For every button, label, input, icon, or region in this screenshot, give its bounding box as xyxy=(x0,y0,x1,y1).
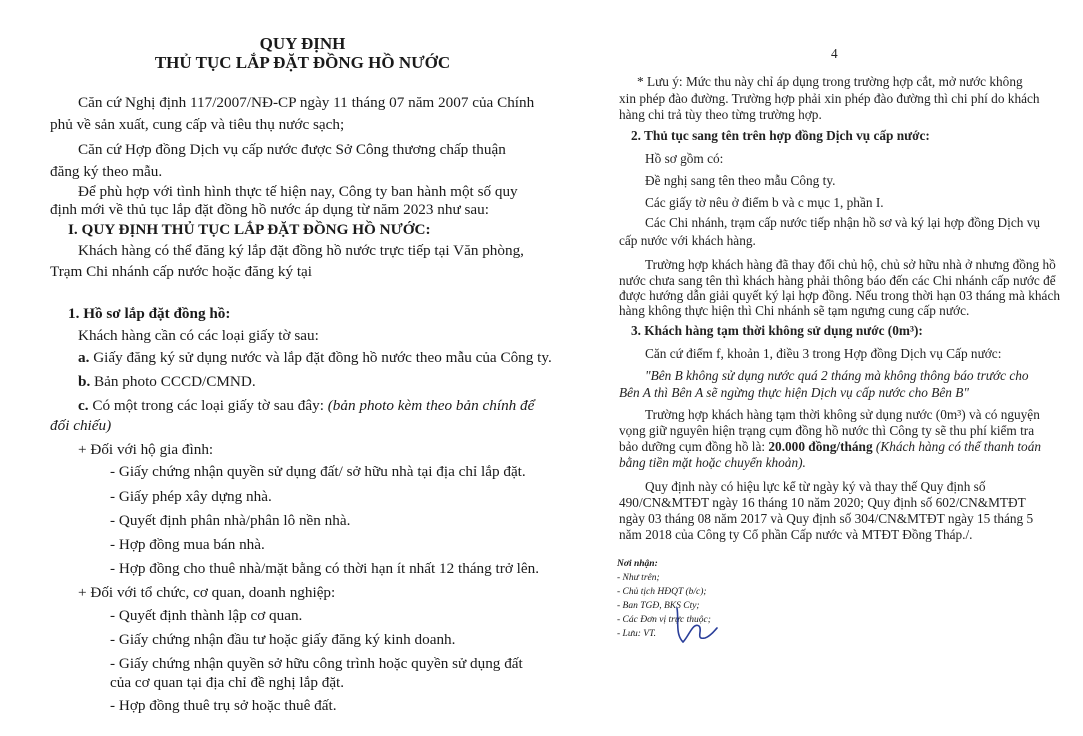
section-2-line: Các giấy tờ nêu ở điểm b và c mục 1, phần I. xyxy=(645,195,884,210)
item-c xyxy=(78,396,534,416)
item-b xyxy=(78,372,256,392)
section-1-text-1: Khách hàng có thể đăng ký lắp đặt đồng hồ nước trực tiếp tại Văn phòng, xyxy=(78,242,524,259)
item-c-note: (bản photo kèm theo bản chính để xyxy=(327,397,535,414)
effective-line: 490/CN&MTĐT ngày 16 tháng 10 năm 2020; Quy định số 602/CN&MTĐT xyxy=(619,495,1026,510)
organization-item: - Quyết định thành lập cơ quan. xyxy=(110,607,303,624)
fee-amount: 20.000 đồng/tháng xyxy=(768,439,873,454)
fee-label: bảo dưỡng cụm đồng hồ là: xyxy=(619,439,769,454)
item-b-prefix: b. xyxy=(78,373,91,390)
document-subtitle: THỦ TỤC LẮP ĐẶT ĐỒNG HỒ NƯỚC xyxy=(154,53,451,72)
organization-heading: + Đối với tổ chức, cơ quan, doanh nghiệp: xyxy=(78,584,336,601)
section-2-line: Đề nghị sang tên theo mẫu Công ty. xyxy=(645,173,836,188)
section-2-line: Các Chi nhánh, trạm cấp nước tiếp nhận hồ sơ và ký lại hợp đồng Dịch vụ xyxy=(645,215,1040,230)
household-heading: + Đối với hộ gia đình: xyxy=(78,441,214,458)
section-2-heading: 2. Thủ tục sang tên trên hợp đồng Dịch vụ cấp nước: xyxy=(631,128,930,143)
note-line-2: xin phép đào đường. Trường hợp phải xin phép đào đường thì chi phí do khách xyxy=(619,91,1040,106)
household-item: - Hợp đồng mua bán nhà. xyxy=(110,536,265,553)
note-line-3: hàng chi trả tùy theo từng trường hợp. xyxy=(619,107,822,122)
section-2-line: Hồ sơ gồm có: xyxy=(645,151,724,166)
household-item: - Giấy chứng nhận quyền sử dụng đất/ sở hữu nhà tại địa chỉ lắp đặt. xyxy=(110,463,526,480)
right-page xyxy=(605,0,1083,736)
basis-1-line-2: phủ về sản xuất, cung cấp và tiêu thụ nước sạch; xyxy=(50,116,345,133)
section-2-para-line: được hướng dẫn giải quyết ký lại hợp đồng. Nếu trong thời hạn 03 tháng mà khách xyxy=(619,288,1060,303)
section-3-quote: Bên A thì Bên A sẽ ngừng thực hiện Dịch vụ cấp nước cho Bên B" xyxy=(619,385,969,400)
section-3-heading: 3. Khách hàng tạm thời không sử dụng nước (0m³): xyxy=(631,323,923,338)
section-3-para-line: bằng tiền mặt hoặc chuyển khoản). xyxy=(619,455,806,470)
signature-mark xyxy=(665,600,725,650)
basis-2-line-1: Căn cứ Hợp đồng Dịch vụ cấp nước được Sở Công thương chấp thuận xyxy=(78,141,506,158)
intro-line-1: Để phù hợp với tình hình thực tế hiện nay, Công ty ban hành một số quy xyxy=(78,183,518,200)
recipient-item: - Ban TGĐ, BKS Cty; xyxy=(617,601,700,611)
item-c-prefix: c. xyxy=(78,397,89,414)
effective-line: năm 2018 của Công ty Cổ phần Cấp nước và MTĐT Đồng Tháp./. xyxy=(619,527,973,542)
item-a-prefix: a. xyxy=(78,349,90,366)
basis-1-line-1: Căn cứ Nghị định 117/2007/NĐ-CP ngày 11 tháng 07 năm 2007 của Chính xyxy=(78,94,535,111)
item-c-note-cont: đối chiếu) xyxy=(50,417,112,434)
section-3-para-line xyxy=(619,438,1041,455)
basis-2-line-2: đăng ký theo mẫu. xyxy=(50,163,163,180)
household-item: - Hợp đồng cho thuê nhà/mặt bằng có thời hạn ít nhất 12 tháng trở lên. xyxy=(110,560,540,577)
recipient-item: - Chủ tịch HĐQT (b/c); xyxy=(617,587,707,597)
document-title: QUY ĐỊNH xyxy=(259,34,346,53)
recipient-item: - Như trên; xyxy=(617,573,660,583)
fee-note: (Khách hàng có thể thanh toán xyxy=(872,439,1041,454)
effective-line: Quy định này có hiệu lực kể từ ngày ký và thay thế Quy định số xyxy=(645,479,986,494)
section-1-text-2: Trạm Chi nhánh cấp nước hoặc đăng ký tại xyxy=(50,263,313,280)
section-3-line: Căn cứ điểm f, khoản 1, điều 3 trong Hợp đồng Dịch vụ Cấp nước: xyxy=(645,346,1002,361)
household-item: - Giấy phép xây dựng nhà. xyxy=(110,488,272,505)
organization-item: của cơ quan tại địa chỉ đề nghị lắp đặt. xyxy=(110,674,345,691)
effective-line: ngày 03 tháng 08 năm 2017 và Quy định số 304/CN&MTĐT ngày 15 tháng 5 xyxy=(619,511,1034,526)
recipient-item: - Lưu: VT. xyxy=(617,629,657,639)
intro-line-2: định mới về thủ tục lắp đặt đồng hồ nước áp dụng từ năm 2023 như sau: xyxy=(50,201,489,218)
organization-item: - Giấy chứng nhận quyền sở hữu công trình hoặc quyền sử dụng đất xyxy=(110,655,523,672)
organization-item: - Giấy chứng nhận đầu tư hoặc giấy đăng ký kinh doanh. xyxy=(110,631,456,648)
section-2-line: cấp nước với khách hàng. xyxy=(619,233,756,248)
page-number: 4 xyxy=(831,46,838,61)
section-3-para-line: Trường hợp khách hàng tạm thời không sử dụng nước (0m³) và có nguyện xyxy=(645,407,1040,422)
recipient-item: - Các Đơn vị trực thuộc; xyxy=(617,615,711,625)
section-3-quote: "Bên B không sử dụng nước quá 2 tháng mà không thông báo trước cho xyxy=(645,368,1029,383)
item-c-text: Có một trong các loại giấy tờ sau đây: xyxy=(88,397,328,414)
item-a xyxy=(78,348,552,368)
note-line-1: * Lưu ý: Mức thu này chỉ áp dụng trong trường hợp cắt, mở nước không xyxy=(637,74,1023,89)
section-2-para-line: hàng không thực hiện thì Chi nhánh sẽ tạm ngưng cung cấp nước. xyxy=(619,303,970,318)
section-1-heading: I. QUY ĐỊNH THỦ TỤC LẮP ĐẶT ĐỒNG HỒ NƯỚC: xyxy=(68,221,431,238)
section-3-para-line: vọng giữ nguyên hiện trạng cụm đồng hồ nước thì Công ty sẽ thu phí kiểm tra xyxy=(619,423,1035,438)
recipients-heading: Nơi nhận: xyxy=(617,559,658,569)
item-a-text: Giấy đăng ký sử dụng nước và lắp đặt đồng hồ nước theo mẫu của Công ty. xyxy=(89,349,552,366)
section-2-para-line: Trường hợp khách hàng đã thay đổi chủ hộ, chủ sở hữu nhà ở nhưng đồng hồ xyxy=(645,257,1056,272)
section-2-para-line: nước chưa sang tên thì khách hàng phải thông báo đến các Chi nhánh cấp nước để xyxy=(619,273,1056,288)
item-b-text: Bản photo CCCD/CMND. xyxy=(90,373,256,390)
subsection-1-text: Khách hàng cần có các loại giấy tờ sau: xyxy=(78,327,319,344)
household-item: - Quyết định phân nhà/phân lô nền nhà. xyxy=(110,512,351,529)
organization-item: - Hợp đồng thuê trụ sở hoặc thuê đất. xyxy=(110,697,337,714)
subsection-1-heading: 1. Hồ sơ lắp đặt đồng hồ: xyxy=(68,305,231,322)
